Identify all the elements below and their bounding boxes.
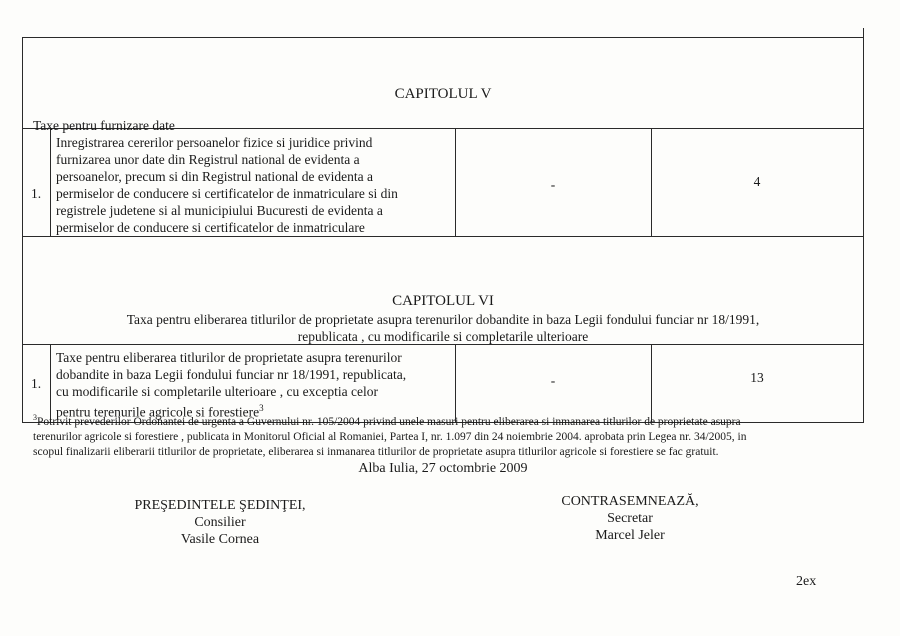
ch6-subtitle-line: republicata , cu modificarile si completarile ulterioare bbox=[297, 329, 589, 344]
ch6-desc-line: dobandite in baza Legii fondului funciar nr 18/1991, republicata, bbox=[56, 367, 407, 382]
ch6-subtitle-line: Taxa pentru eliberarea titlurilor de proprietate asupra terenurilor dobandite in baza Legii fondului funciar nr 18/1991, bbox=[126, 312, 760, 327]
signature-left-name: Vasile Cornea bbox=[180, 532, 260, 547]
signature-right-name: Marcel Jeler bbox=[595, 528, 665, 543]
footnote-line: terenurilor agricole si forestiere , publicata in Monitorul Oficial al Romaniei, Partea I, nr. 1.097 din 24 noiembrie 2004. aprobata prin Legea nr. 34/2005, in bbox=[33, 430, 747, 443]
ch6-col3-value: 13 bbox=[750, 370, 764, 385]
ch5-desc-line: furnizarea unor date din Registrul national de evidenta a bbox=[56, 152, 360, 167]
ch6-desc-line-text: pentru terenurile agricole si forestiere bbox=[56, 404, 260, 420]
ch5-desc-line: Inregistrarea cererilor persoanelor fizice si juridice privind bbox=[56, 135, 373, 150]
signature-right-role: Secretar bbox=[607, 511, 653, 526]
ch6-desc-line: cu modificarile si completarile ulterioare , cu exceptia celor bbox=[56, 384, 378, 399]
signature-right bbox=[520, 493, 740, 544]
ch5-row-bottom bbox=[22, 236, 864, 237]
ch5-desc-line: persoanelor, precum si din Registrul national de evidenta a bbox=[56, 169, 373, 184]
page-note: 2ex bbox=[796, 574, 817, 589]
signature-right-title: CONTRASEMNEAZĂ, bbox=[561, 494, 699, 509]
ch5-row-description bbox=[56, 134, 454, 236]
ch5-desc-line: permiselor de conducere si certificatelor de inmatriculare bbox=[56, 220, 365, 235]
signature-left-title: PREŞEDINTELE ŞEDINŢEI, bbox=[134, 498, 306, 513]
place-date: Alba Iulia, 27 octombrie 2009 bbox=[358, 461, 528, 476]
ch6-row-number: 1. bbox=[30, 376, 42, 391]
ch5-row-number: 1. bbox=[30, 186, 42, 201]
ch6-title: CAPITOLUL VI bbox=[392, 293, 494, 309]
top-border bbox=[22, 37, 864, 38]
ch6-desc-line: Taxe pentru eliberarea titlurilor de proprietate asupra terenurilor bbox=[56, 350, 402, 365]
footnote-line bbox=[33, 410, 883, 430]
footnote bbox=[33, 410, 883, 460]
ch6-col2-value: - bbox=[550, 373, 556, 388]
footnote-ref: 3 bbox=[259, 403, 264, 413]
footnote-marker: 3 bbox=[33, 413, 37, 422]
ch5-title: CAPITOLUL V bbox=[394, 86, 492, 102]
signature-left bbox=[110, 497, 330, 548]
ch5-col3-value: 4 bbox=[753, 174, 761, 189]
ch5-desc-line: permiselor de conducere si certificatelor de inmatriculare si din bbox=[56, 186, 398, 201]
footnote-line: scopul finalizarii eliberarii titlurilor de proprietate, eliberarea si inmanarea titlurilor de proprietate asupra titlurilor agricole si forestiere se fac gratuit. bbox=[33, 445, 719, 458]
ch5-col2-value: - bbox=[550, 177, 556, 192]
footnote-line-text: Potrivit prevederilor Ordonantei de urgenta a Guvernului nr. 105/2004 privind unele masuri pentru eliberarea si inmanarea titlurilor de proprietate asupra bbox=[37, 415, 741, 428]
ch5-col-sep-1 bbox=[50, 128, 51, 236]
ch6-subtitle bbox=[22, 311, 864, 345]
ch5-subtitle: Taxe pentru furnizare date bbox=[33, 118, 175, 133]
signature-left-role: Consilier bbox=[194, 515, 246, 530]
ch5-desc-line: registrele judetene si al municipiului Bucuresti de evidenta a bbox=[56, 203, 383, 218]
